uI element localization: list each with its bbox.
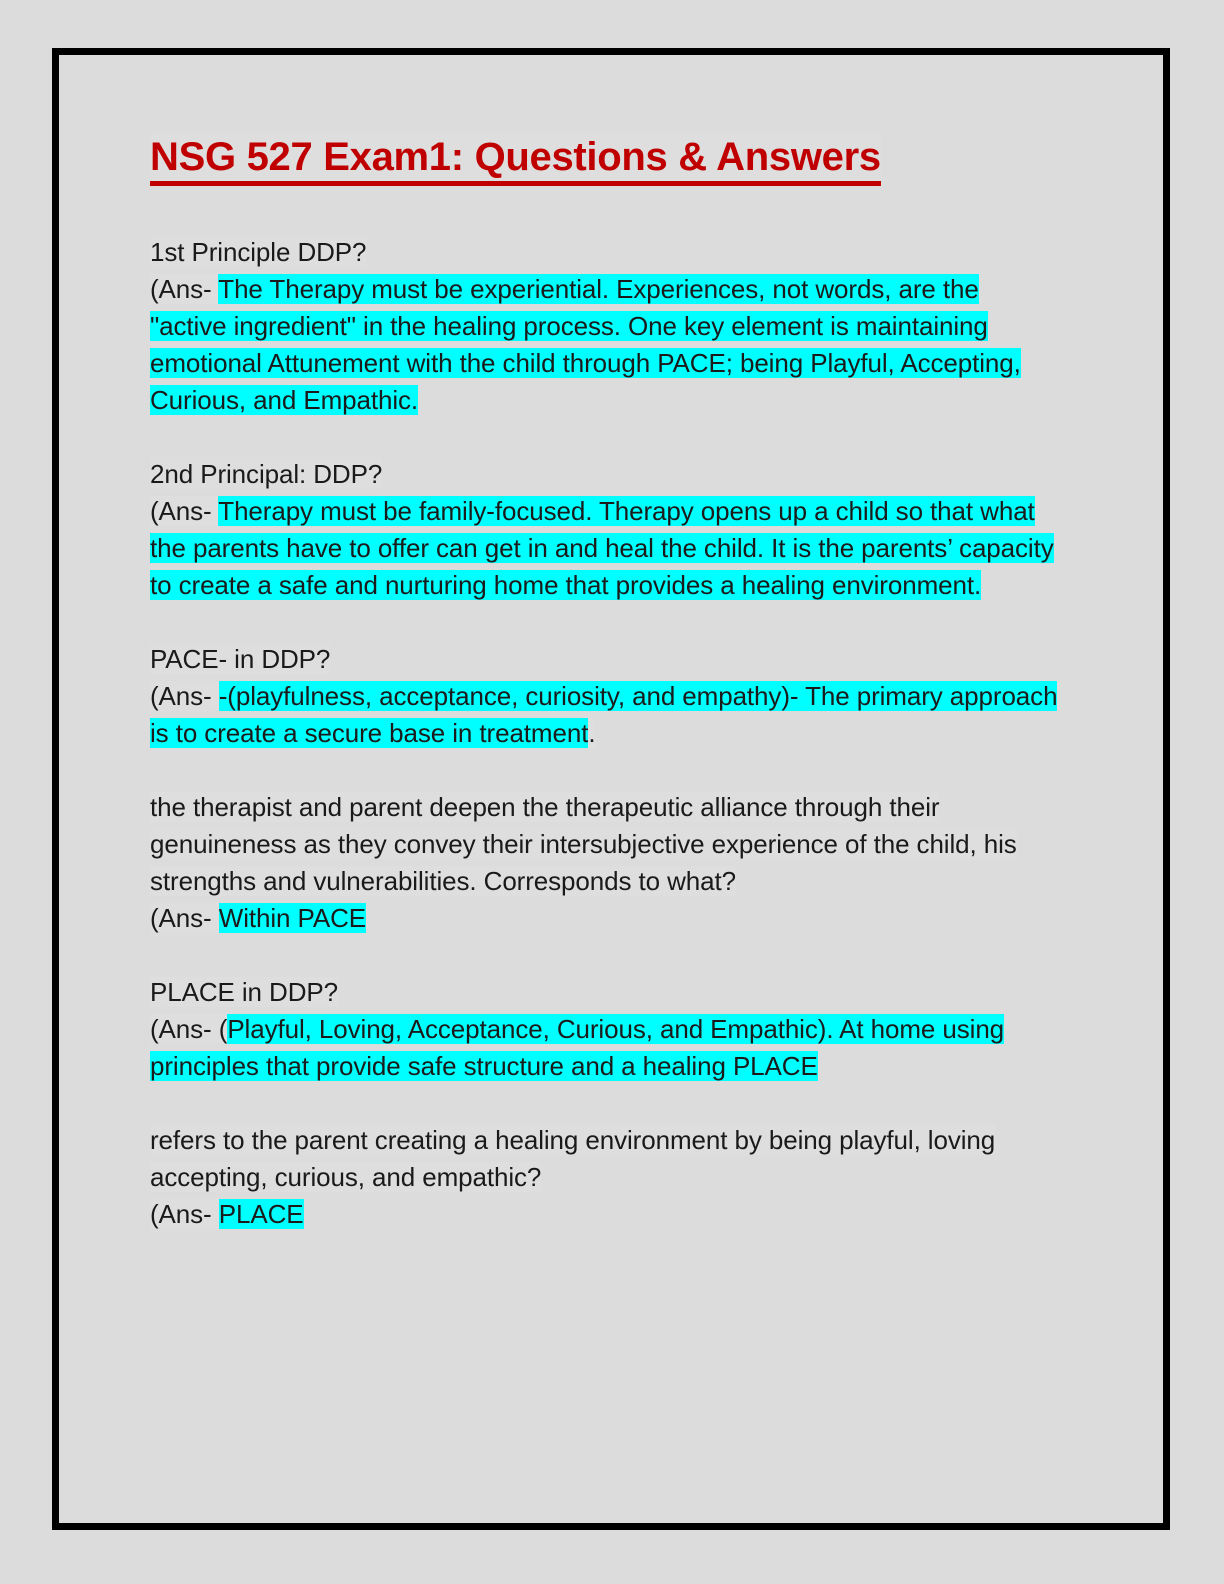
answer-line xyxy=(150,678,1062,752)
qa-block xyxy=(150,1122,1062,1233)
answer-highlighted-text: Therapy must be family-focused. Therapy opens up a child so that what the parents have to offer can get in and heal the child. It is the parents’ capacity to create a safe and nurturing home that provides a healing environment. xyxy=(150,496,1054,600)
question-text: 2nd Principal: DDP? xyxy=(150,459,383,489)
answer-highlighted-text: The Therapy must be experiential. Experiences, not words, are the "active ingredient" in the healing process. One key element is maintaining emotional Attunement with the child through PACE; being Playful, Accepting, Curious, and Empathic. xyxy=(150,274,1021,415)
answer-highlighted-text: PLACE xyxy=(218,1199,304,1229)
qa-block-list xyxy=(150,234,1062,1233)
qa-block xyxy=(150,974,1062,1085)
answer-prefix: (Ans- ( xyxy=(150,1014,228,1044)
document-content xyxy=(150,133,1062,1233)
question-text: PLACE in DDP? xyxy=(150,977,338,1007)
answer-prefix: (Ans- xyxy=(150,274,219,304)
qa-block xyxy=(150,456,1062,604)
answer-prefix: (Ans- xyxy=(150,1199,219,1229)
question-line xyxy=(150,1122,1062,1196)
qa-block xyxy=(150,641,1062,752)
question-text: 1st Principle DDP? xyxy=(150,237,367,267)
question-line xyxy=(150,974,1062,1011)
question-text: the therapist and parent deepen the therapeutic alliance through their genuineness as they convey their intersubjective experience of the child, his strengths and vulnerabilities. Corresponds to what? xyxy=(150,792,1017,896)
answer-prefix: (Ans- xyxy=(150,903,219,933)
question-line xyxy=(150,456,1062,493)
answer-line xyxy=(150,900,1062,937)
answer-prefix: (Ans- xyxy=(150,496,219,526)
answer-highlighted-text: Within PACE xyxy=(218,903,366,933)
question-line xyxy=(150,789,1062,900)
qa-block xyxy=(150,234,1062,419)
answer-highlighted-text: -(playfulness, acceptance, curiosity, and empathy)- The primary approach is to create a secure base in treatment xyxy=(150,681,1058,748)
answer-line xyxy=(150,493,1062,604)
answer-highlighted-text: Playful, Loving, Acceptance, Curious, and Empathic). At home using principles that provide safe structure and a healing PLACE xyxy=(150,1014,1005,1081)
answer-prefix: (Ans- xyxy=(150,681,219,711)
answer-line xyxy=(150,271,1062,419)
question-text: refers to the parent creating a healing environment by being playful, loving accepting, curious, and empathic? xyxy=(150,1125,996,1192)
answer-suffix: . xyxy=(588,718,596,748)
question-line xyxy=(150,641,1062,678)
page-title: NSG 527 Exam1: Questions & Answers xyxy=(150,133,881,186)
answer-line xyxy=(150,1196,1062,1233)
page-title-wrapper xyxy=(150,133,1062,186)
answer-line xyxy=(150,1011,1062,1085)
document-frame xyxy=(52,48,1170,1530)
question-line xyxy=(150,234,1062,271)
qa-block xyxy=(150,789,1062,937)
question-text: PACE- in DDP? xyxy=(150,644,331,674)
